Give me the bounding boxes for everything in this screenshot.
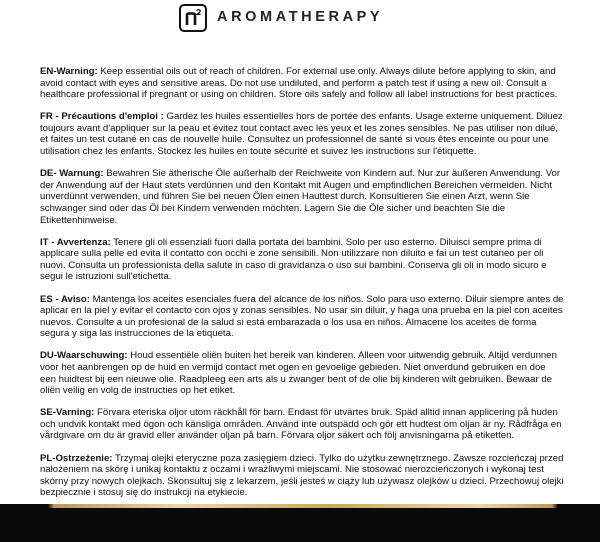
warning-it <box>40 237 564 283</box>
n2-logo-icon <box>181 6 205 30</box>
warning-label: FR - Précautions d'emploi : <box>40 111 164 123</box>
warning-label: EN-Warning: <box>40 66 98 77</box>
warning-label: DU-Waarschuwing: <box>40 350 128 362</box>
warning-pl <box>40 453 564 499</box>
warning-text: Keep essential oils out of reach of children. For external use only. Always dilute before applying to skin, and avoid contact with eyes and sensitive areas. Do not use undiluted, and perform a patch test if using a new oil. Consult a healthcare professional if pregnant or using on children. Store oils safely and follow all label instructions for best practices. <box>40 66 558 101</box>
warning-text: Mantenga los aceites esenciales fuera del alcance de los niños. Solo para uso externo. Diluir siempre antes de aplicar en la piel y evitar el contacto con ojos y zonas sensibles. No usar sin diluir, y haga una prueba en la piel con aceites nuevos. Consulte a un profesional de la salud si está embarazada o los usa en niños. Almacene los aceites de forma segura y siga las instrucciones de la etiqueta. <box>40 293 564 340</box>
warnings-list <box>40 66 564 509</box>
warning-text: Houd essentiële oliën buiten het bereik van kinderen. Alleen voor uitwendig gebruik. Altijd verdunnen voor het aanbrengen op de huid en vermijd contact met ogen en gevoelige gebieden. Niet onverdund gebruiken en doe een huidtest bij een nieuwe olie. Raadpleeg een arts als u zwanger bent of de olie bij kinderen wilt gebruiken. Bewaar de oliën veilig en volg de instructies op het etiket. <box>40 350 557 397</box>
warning-du <box>40 350 564 396</box>
warning-label: SE-Varning: <box>40 407 95 419</box>
warning-text: Förvara eteriska oljor utom räckhåll för barn. Endast för utvärtes bruk. Späd alltid innan applicering på huden och undvik kontakt med ögon och känsliga områden. Använd inte outspädd och gör ett hudtest om oljan är ny. Rådfråga en vårdgivare om du är gravid eller använder oljan på barn. Förvara oljor säkert och följ anvisningarna på etiketten. <box>40 407 562 442</box>
warning-de <box>40 168 564 226</box>
warning-label: PL-Ostrzeżenie: <box>40 452 113 464</box>
warning-es <box>40 294 564 340</box>
warning-en <box>40 66 564 101</box>
warning-text: Tenere gli oli essenziali fuori dalla portata dei bambini. Solo per uso esterno. Diluisci sempre prima di applicare sulla pelle ed evita il contatto con occhi e zone sensibili. Non utilizzare non diluito e fai un test cutaneo per oli nuovi. Consulta un professionista della salute in caso di gravidanza o uso sui bambini. Conserva gli oli in modo sicuro e segui le istruzioni sull'etichetta. <box>40 236 547 283</box>
warning-label: IT - Avvertenza: <box>40 236 111 248</box>
footer-bar <box>0 508 600 542</box>
brand-logo <box>179 4 207 32</box>
warning-se <box>40 407 564 442</box>
warning-fr <box>40 111 564 157</box>
brand-name: AROMATHERAPY <box>217 9 384 25</box>
warning-text: Trzymaj olejki eteryczne poza zasięgiem dzieci. Tylko do użytku zewnętrznego. Zawsze rozcieńczaj przed nałożeniem na skórę i unikaj kontaktu z oczami i wrażliwymi miejscami. Nie stosować nierozcieńczonych i wykonaj test skórny przy nowych olejkach. Skonsultuj się z lekarzem, jeśli jesteś w ciąży lub używasz olejków u dzieci. Przechowuj olejki bezpiecznie i stosuj się do instrukcji na etykiecie. <box>40 452 564 499</box>
warning-label: ES - Aviso: <box>40 293 90 305</box>
warning-text: Gardez les huiles essentielles hors de portée des enfants. Usage externe uniquement. Diluez toujours avant d'appliquer sur la peau et évitez tout contact avec les yeux et les zones sensibles. Ne pas utiliser non dilué, et faites un test cutané en cas de nouvelle huile. Consultez un professionnel de santé si vous êtes enceinte ou pour une utilisation chez les enfants. Stockez les huiles en toute sécurité et suivez les instructions sur l'étiquette. <box>40 111 563 158</box>
header <box>0 0 600 46</box>
warning-label: DE- Warnung: <box>40 168 104 180</box>
warning-text: Bewahren Sie ätherische Öle außerhalb der Reichweite von Kindern auf. Nur zur äußeren Anwendung. Vor der Anwendung auf der Haut stets verdünnen und den Kontakt mit Augen und empfindlichen Bereichen vermeiden. Nicht unverdünnt verwenden, und führen Sie bei neuen Ölen einen Hauttest durch. Konsultieren Sie einen Arzt, wenn Sie schwanger sind oder das Öl bei Kindern verwenden möchten. Lagern Sie die Öle sicher und beachten Sie die Etikettenhinweise. <box>40 168 561 226</box>
